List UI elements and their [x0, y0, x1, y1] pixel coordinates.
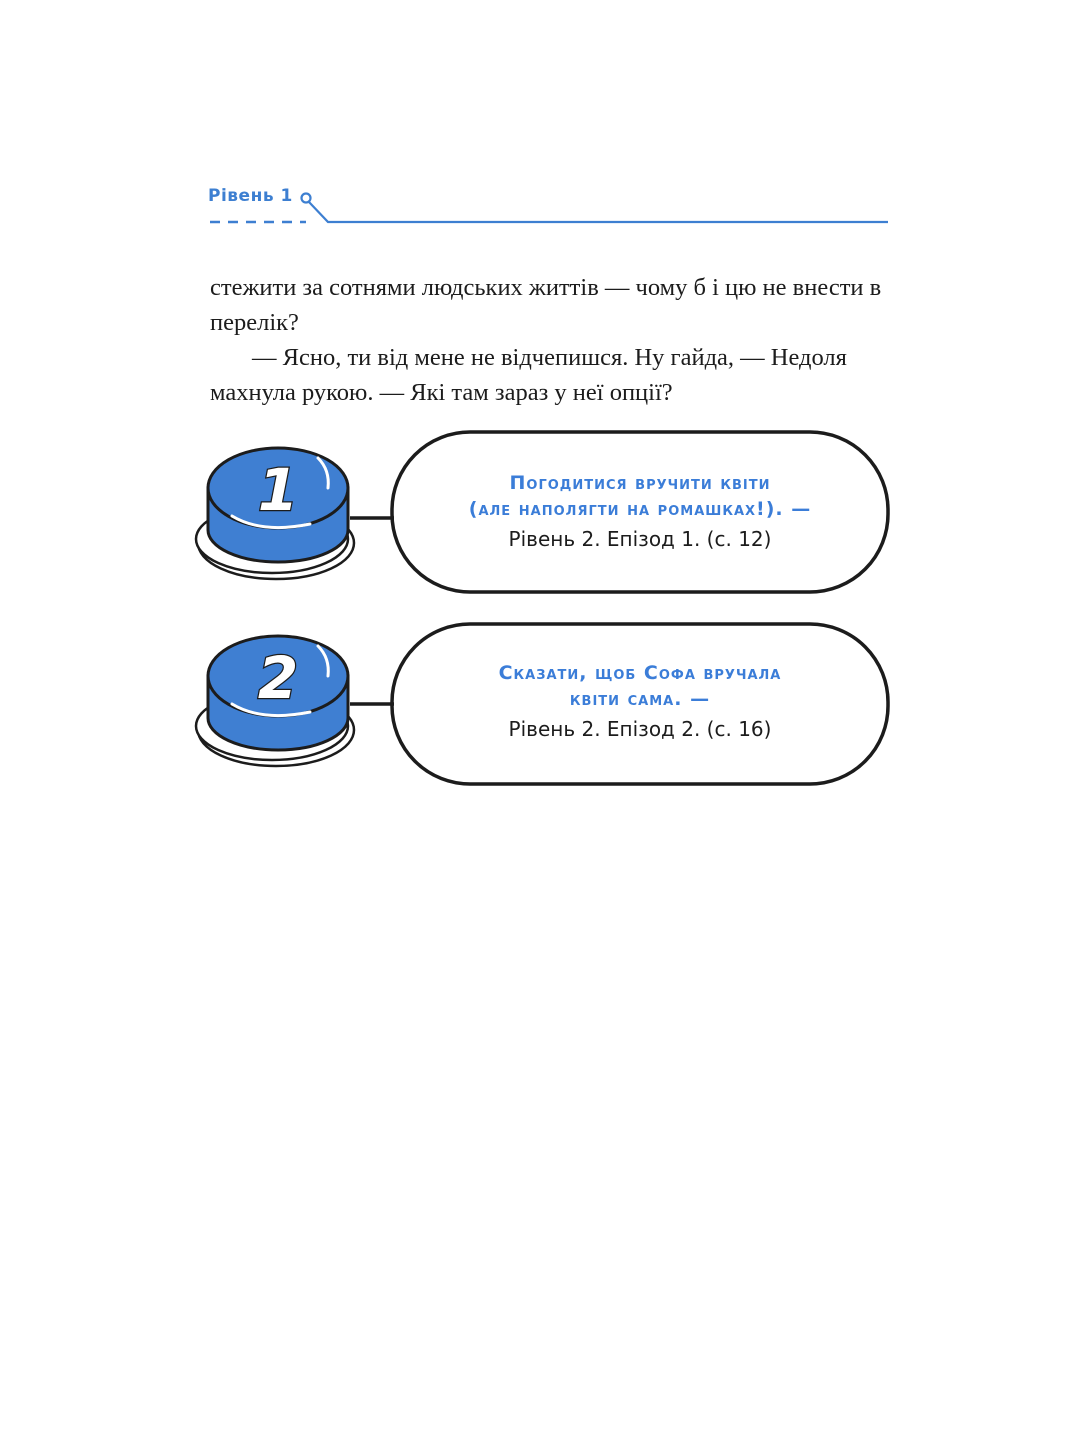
option-1-number: 1 — [257, 456, 299, 524]
option-2-reference: Рівень 2. Епізод 2. (с. 16) — [508, 717, 772, 741]
section-label: Рівень 1 — [208, 186, 293, 206]
option-1-choice-line-1: Погодитися вручити квіти — [509, 472, 771, 494]
option-2-text[interactable] — [420, 660, 860, 744]
option-1-reference: Рівень 2. Епізод 1. (с. 12) — [508, 527, 772, 551]
option-1-choice-line-2: (але наполягти на ромашках!). — — [468, 498, 812, 520]
paragraph-2: — Ясно, ти від мене не відчепишся. Ну гайда, — Недоля махнула рукою. — Які там зараз у неї опції? — [210, 344, 847, 406]
option-1-text[interactable] — [420, 470, 860, 554]
option-2-choice-line-1: Сказати, щоб Софа вручала — [498, 662, 782, 684]
option-2-choice-line-2: квіти сама. — — [569, 688, 711, 710]
option-2-number: 2 — [257, 644, 299, 712]
paragraph-1: стежити за сотнями людських життів — чому б і цю не внести в перелік? — [210, 274, 882, 336]
